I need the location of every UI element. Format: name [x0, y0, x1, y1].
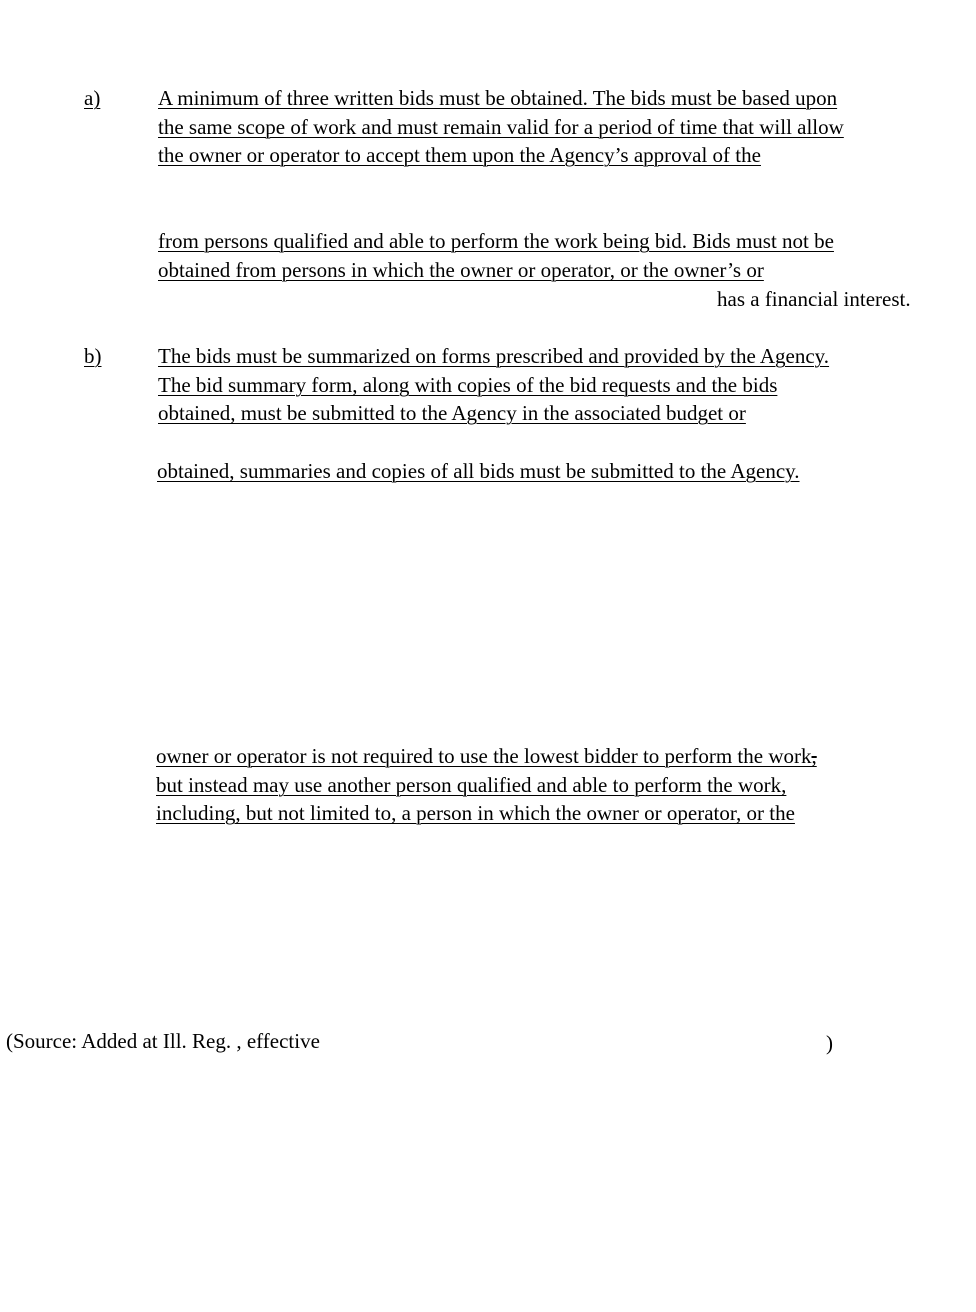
section-a-line-5: obtained from persons in which the owner or operator, or the owner’s or [158, 258, 764, 282]
section-b-line-2: The bid summary form, along with copies of the bid requests and the bids [158, 373, 778, 397]
section-a-marker: a) [84, 86, 101, 110]
section-c-line-2: but instead may use another person qualified and able to perform the work, [156, 773, 787, 797]
section-c-line-3: including, but not limited to, a person in which the owner or operator, or the [156, 801, 795, 825]
struck-comma: , [811, 744, 817, 768]
section-b-line-1: The bids must be summarized on forms prescribed and provided by the Agency. [158, 344, 830, 368]
section-a-line-2: the same scope of work and must remain valid for a period of time that will allow [158, 115, 844, 139]
section-a-line-1: A minimum of three written bids must be obtained. The bids must be based upon [158, 86, 838, 110]
section-b-line-3: obtained, must be submitted to the Agency in the associated budget or [158, 401, 746, 425]
section-b-line-4: obtained, summaries and copies of all bids must be submitted to the Agency. [157, 459, 800, 483]
section-c-line-1: owner or operator is not required to use the lowest bidder to perform the work, [156, 744, 817, 768]
source-note-close-paren: ) [826, 1031, 833, 1055]
section-a-trailing-text: has a financial interest. [717, 287, 911, 311]
section-b-marker: b) [84, 344, 102, 368]
section-a-line-4: from persons qualified and able to perform the work being bid. Bids must not be [158, 229, 834, 253]
section-a-line-3: the owner or operator to accept them upon the Agency’s approval of the [158, 143, 761, 167]
source-note: (Source: Added at Ill. Reg. , effective [6, 1029, 320, 1053]
